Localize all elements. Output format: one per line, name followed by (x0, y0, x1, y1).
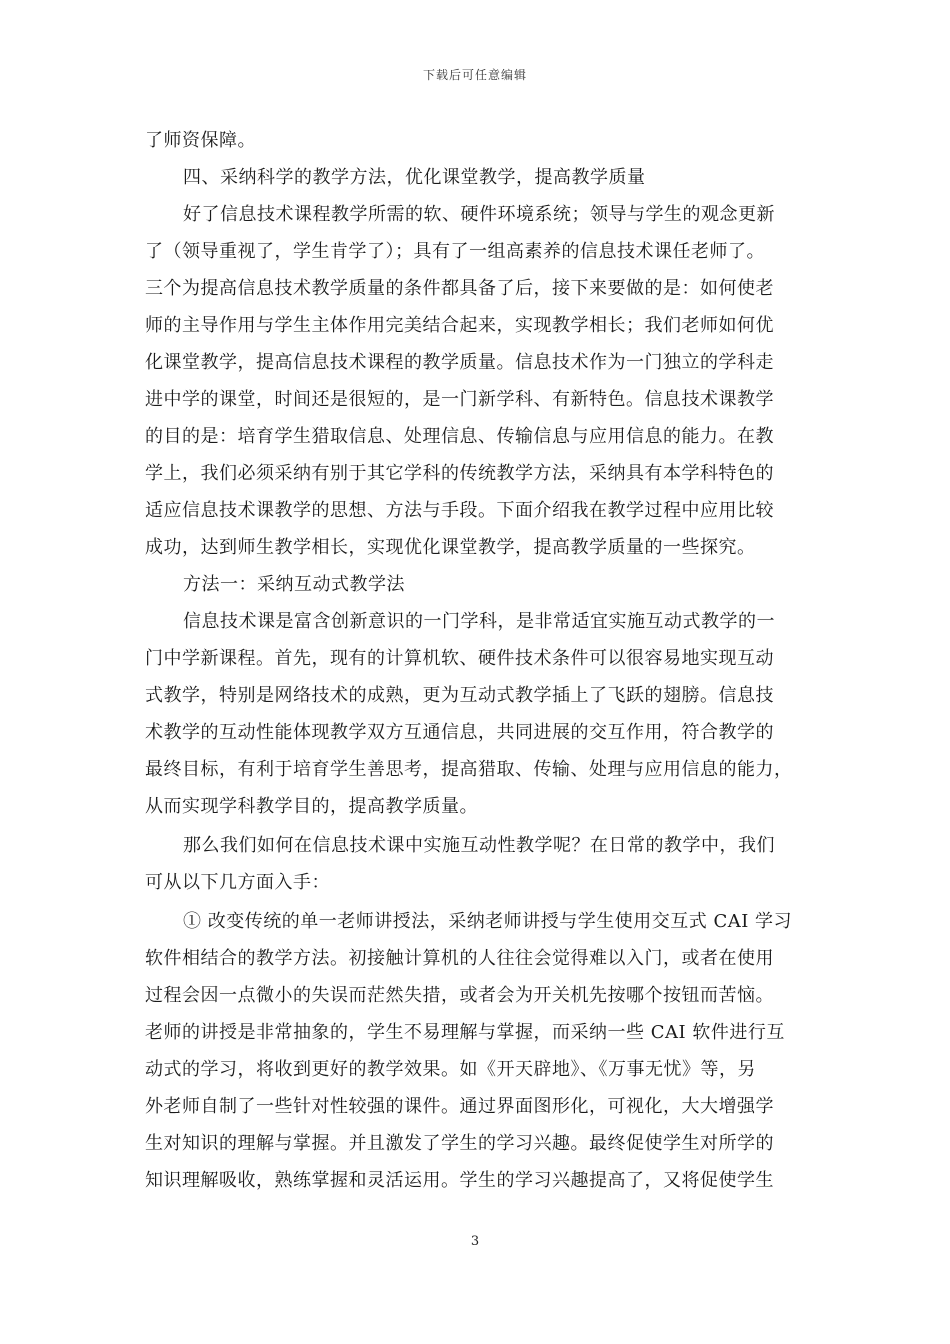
paragraph-line: 最终目标，有利于培育学生善思考，提高猎取、传输、处理与应用信息的能力， (145, 759, 793, 780)
paragraph-line: 外老师自制了一些针对性较强的课件。通过界面图形化，可视化，大大增强学 (145, 1096, 774, 1117)
paragraph-line: 过程会因一点微小的失误而茫然失措，或者会为开关机先按哪个按钮而苦恼。 (145, 985, 774, 1006)
paragraph-line: 门中学新课程。首先，现有的计算机软、硬件技术条件可以很容易地实现互动 (145, 648, 774, 669)
paragraph-line: 的目的是：培育学生猎取信息、处理信息、传输信息与应用信息的能力。在教 (145, 426, 774, 447)
paragraph-line: 软件相结合的教学方法。初接触计算机的人往往会觉得难以入门，或者在使用 (145, 948, 774, 969)
paragraph-line: 可从以下几方面入手： (145, 872, 330, 893)
list-item-line: ① 改变传统的单一老师讲授法，采纳老师讲授与学生使用交互式 CAI 学习 (183, 911, 793, 932)
paragraph-line: 进中学的课堂，时间还是很短的，是一门新学科、有新特色。信息技术课教学 (145, 389, 774, 410)
paragraph-line: 了师资保障。 (145, 130, 256, 151)
paragraph-line: 适应信息技术课教学的思想、方法与手段。下面介绍我在教学过程中应用比较 (145, 500, 774, 521)
paragraph-line: 成功，达到师生教学相长，实现优化课堂教学，提高教学质量的一些探究。 (145, 537, 756, 558)
paragraph-line: 术教学的互动性能体现教学双方互通信息，共同进展的交互作用，符合教学的 (145, 722, 774, 743)
paragraph-line: 化课堂教学，提高信息技术课程的教学质量。信息技术作为一门独立的学科走 (145, 352, 774, 373)
paragraph-line: 老师的讲授是非常抽象的，学生不易理解与掌握，而采纳一些 CAI 软件进行互 (145, 1022, 785, 1043)
paragraph-line: 那么我们如何在信息技术课中实施互动性教学呢？在日常的教学中，我们 (183, 835, 775, 856)
paragraph-line: 了（领导重视了，学生肯学了）；具有了一组高素养的信息技术课任老师了。 (145, 241, 765, 262)
paragraph-line: 生对知识的理解与掌握。并且激发了学生的学习兴趣。最终促使学生对所学的 (145, 1133, 774, 1154)
paragraph-line: 师的主导作用与学生主体作用完美结合起来，实现教学相长；我们老师如何优 (145, 315, 774, 336)
section-heading: 四、采纳科学的教学方法，优化课堂教学，提高教学质量 (183, 167, 646, 188)
paragraph-line: 好了信息技术课程教学所需的软、硬件环境系统；领导与学生的观念更新 (183, 204, 775, 225)
paragraph-line: 三个为提高信息技术教学质量的条件都具备了后，接下来要做的是：如何使老 (145, 278, 774, 299)
paragraph-line: 学上，我们必须采纳有别于其它学科的传统教学方法，采纳具有本学科特色的 (145, 463, 774, 484)
document-body (145, 122, 805, 1199)
paragraph-line: 信息技术课是富含创新意识的一门学科，是非常适宜实施互动式教学的一 (183, 611, 775, 632)
paragraph-line: 动式的学习，将收到更好的教学效果。如《开天辟地》、《万事无忧》等，另 (145, 1059, 756, 1080)
paragraph-line: 从而实现学科教学目的，提高教学质量。 (145, 796, 478, 817)
method-heading: 方法一：采纳互动式教学法 (183, 574, 405, 595)
page-number: 3 (470, 1234, 480, 1249)
paragraph-line: 式教学，特别是网络技术的成熟，更为互动式教学插上了飞跃的翅膀。信息技 (145, 685, 774, 706)
page-header: 下载后可任意编辑 (422, 68, 527, 82)
paragraph-line: 知识理解吸收，熟练掌握和灵活运用。学生的学习兴趣提高了，又将促使学生 (145, 1170, 774, 1191)
